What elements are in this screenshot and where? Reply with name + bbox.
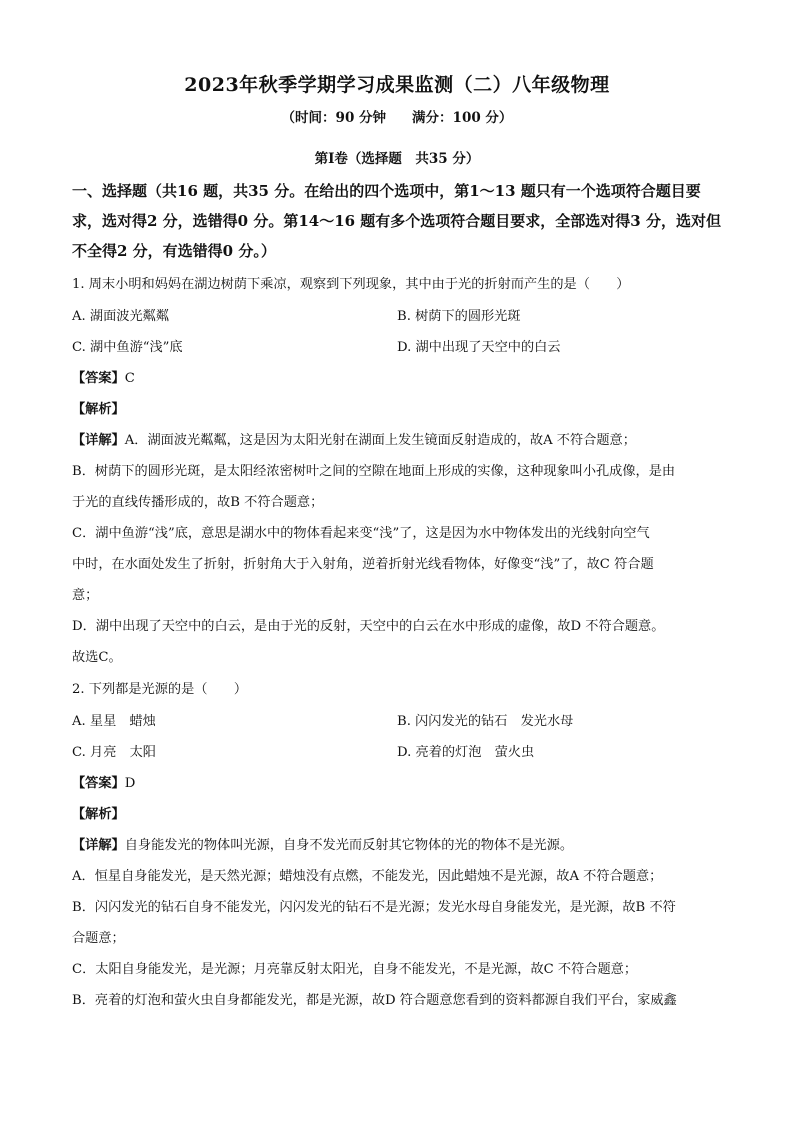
question-1-conclusion: 故选C。	[72, 650, 122, 665]
question-2-analysis-tag	[72, 803, 722, 822]
answer-tag: 【答案】	[72, 371, 125, 386]
question-2-detail-line: B．亮着的灯泡和萤火虫自身都能发光，都是光源，故D 符合题意您看到的资料都源自我们平台，家威鑫	[72, 993, 677, 1008]
answer-value: D	[124, 776, 136, 791]
question-2-option-c: C. 月亮 太阳	[72, 745, 156, 760]
question-1-detail-line: 中时，在水面处发生了折射，折射角大于入射角，逆着折射光线看物体，好像变“浅”了，故C 符合题	[72, 557, 654, 572]
question-2-detail-line: C．太阳自身能发光，是光源；月亮靠反射太阳光，自身不能发光，不是光源，故C 不符合题意；	[72, 962, 638, 977]
question-2-answer	[72, 772, 722, 791]
question-2-detail-line: A．恒星自身能发光，是天然光源；蜡烛没有点燃，不能发光，因此蜡烛不是光源，故A 不符合题意；	[72, 869, 663, 884]
question-1-option-b: B. 树荫下的圆形光斑	[397, 309, 521, 324]
question-2-detail-line	[72, 834, 722, 853]
question-2-option-a: A. 星星 蜡烛	[72, 714, 156, 729]
analysis-tag: 【解析】	[72, 807, 125, 822]
question-1-detail-line: C．湖中鱼游“浅”底，意思是湖水中的物体看起来变“浅”了，这是因为水中物体发出的光线射向空气	[72, 526, 650, 541]
question-1-detail-line	[72, 429, 722, 448]
question-1-detail-line: 于光的直线传播形成的，故B 不符合题意；	[72, 495, 324, 510]
detail-text: A．湖面波光粼粼，这是因为太阳光射在湖面上发生镜面反射造成的，故A 不符合题意；	[124, 433, 636, 448]
analysis-tag: 【解析】	[72, 402, 125, 417]
exam-meta	[0, 106, 794, 126]
question-2-option-d: D. 亮着的灯泡 萤火虫	[397, 745, 535, 760]
question-1-analysis-tag	[72, 398, 722, 417]
section-instructions: 一、选择题（共16 题，共35 分。在给出的四个选项中，第1～13 题只有一个选项符合题目要求，选对得2 分，选错得0 分。第14～16 题有多个选项符合题目要求，全部选对得3 分，选对但不全得2 分，有选错得0 分。）	[72, 182, 721, 260]
detail-tag: 【详解】	[72, 838, 125, 853]
page-title: 2023年秋季学期学习成果监测（二）八年级物理	[184, 74, 610, 96]
question-2-stem: 2. 下列都是光源的是（ ）	[72, 682, 248, 697]
question-1-option-a: A. 湖面波光粼粼	[72, 309, 170, 324]
question-1-option-c: C. 湖中鱼游“浅”底	[72, 340, 183, 355]
question-1-detail-line: 意；	[72, 588, 99, 603]
question-2-detail-line: B．闪闪发光的钻石自身不能发光，闪闪发光的钻石不是光源；发光水母自身能发光，是光源，故B 不符	[72, 900, 676, 915]
question-1-detail-line: B．树荫下的圆形光斑，是太阳经浓密树叶之间的空隙在地面上形成的实像，这种现象叫小孔成像，是由	[72, 464, 676, 479]
question-2-detail-line: 合题意；	[72, 931, 125, 946]
question-2-option-b: B. 闪闪发光的钻石 发光水母	[397, 714, 574, 729]
question-1-option-d: D. 湖中出现了天空中的白云	[397, 340, 561, 355]
exam-time: （时间：90 分钟	[281, 110, 387, 126]
detail-tag: 【详解】	[72, 433, 125, 448]
answer-tag: 【答案】	[72, 776, 125, 791]
answer-value: C	[124, 371, 135, 386]
section-title: 第Ⅰ卷（选择题 共35 分）	[314, 151, 480, 167]
detail-text: 自身能发光的物体叫光源，自身不发光而反射其它物体的光的物体不是光源。	[124, 838, 574, 853]
exam-score: 满分：100 分）	[412, 110, 513, 126]
question-1-answer	[72, 367, 722, 386]
question-1-detail-line: D．湖中出现了天空中的白云，是由于光的反射，天空中的白云在水中形成的虚像，故D 不符合题意。	[72, 619, 665, 634]
question-1-stem: 1. 周末小明和妈妈在湖边树荫下乘凉，观察到下列现象，其中由于光的折射而产生的是（ ）	[72, 277, 630, 292]
